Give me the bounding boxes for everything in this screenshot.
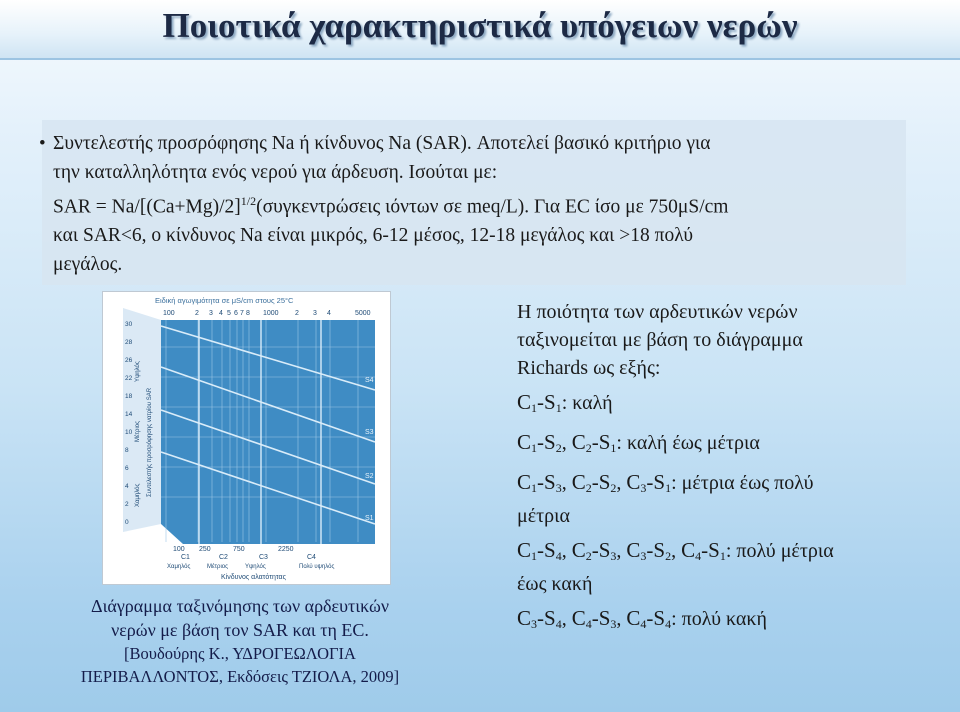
quality-class-lines	[517, 388, 937, 638]
bottom-tick-label: 100	[173, 546, 185, 553]
left-tick-label: 30	[125, 321, 133, 328]
bullet-line-1: Συντελεστής προσρόφησης Na ή κίνδυνος Na (SAR). Αποτελεί βασικό κριτήριο για	[53, 133, 711, 154]
class-code: $C_3-S_4$	[517, 606, 562, 631]
caption-line-2: νερών με βάση τον SAR και τη EC.	[111, 620, 369, 640]
left-tick-label: 26	[125, 357, 133, 364]
left-tick-label: 10	[125, 429, 133, 436]
class-code: $C_2-S_3$	[571, 538, 617, 563]
richards-diagram	[102, 291, 391, 585]
diagram-caption	[40, 594, 440, 688]
class-code: $C_2-S_2$	[571, 470, 617, 495]
bullet-line-4: και SAR<6, ο κίνδυνος Na είναι μικρός, 6-12 μέσος, 12-18 μεγάλος και >18 πολύ	[53, 225, 693, 246]
sodium-class-label: S2	[365, 473, 374, 480]
left-tick-label: 22	[125, 375, 133, 382]
left-tick-label: 0	[125, 519, 129, 526]
left-tick-label: 2	[125, 501, 129, 508]
diagram-bottom-axis-label: Κίνδυνος αλατότητας	[221, 574, 286, 581]
class-code: $C_3-S_1$	[626, 470, 672, 495]
quality-class-2: $C_1-S_2$, $C_2-S_1$: καλή έως μέτρια	[517, 430, 760, 455]
sar-exponent: 1/2	[240, 194, 257, 208]
class-description-cont: μέτρια	[517, 505, 570, 527]
caption-reference-2: ΠΕΡΙΒΑΛΛΟΝΤΟΣ, Εκδόσεις ΤΖΙΟΛΑ, 2009]	[80, 667, 400, 686]
bottom-tick-label: 2250	[278, 546, 294, 553]
diagram-vertical-axis-label: Συντελεστής προσρόφησης νατρίου SAR	[147, 387, 153, 497]
diagram-top-label: Ειδική αγωγιμότητα σε μS/cm στους 25°C	[155, 296, 294, 305]
left-tick-label: 28	[125, 339, 133, 346]
sodium-class-label: S3	[365, 429, 374, 436]
class-code: $C_1-S_1$	[517, 390, 562, 415]
top-tick-label: 3	[313, 310, 317, 317]
class-code: $C_4-S_4$	[626, 606, 672, 631]
quality-intro-2: ταξινομείται με βάση το διάγραμμα	[517, 329, 803, 351]
left-zone-label: Μέτριος	[135, 420, 141, 442]
top-tick-label: 100	[163, 310, 175, 317]
top-tick-label: 4	[219, 310, 223, 317]
class-code: $C_3-S_2$	[626, 538, 672, 563]
quality-class-1	[517, 388, 937, 422]
sodium-class-label: S1	[365, 515, 374, 522]
class-description: : καλή	[561, 392, 613, 414]
left-tick-label: 6	[125, 465, 129, 472]
class-code: $C_4-S_3$	[571, 606, 617, 631]
top-tick-label: 5000	[355, 310, 371, 317]
top-tick-label: 2	[195, 310, 199, 317]
bullet-line-5: μεγάλος.	[53, 253, 123, 275]
left-tick-label: 14	[125, 411, 133, 418]
top-tick-label: 5	[227, 310, 231, 317]
sar-formula-rest: (συγκεντρώσεις ιόντων σε meq/L). Για EC ίσο με 750μS/cm	[256, 196, 729, 218]
top-tick-label: 7	[240, 310, 244, 317]
bottom-tick-label: 750	[233, 546, 245, 553]
top-tick-label: 1000	[263, 310, 279, 317]
class-description-cont: έως κακή	[517, 573, 593, 595]
caption-reference-1: [Βουδούρης Κ., ΥΔΡΟΓΕΩΛΟΓΙΑ	[124, 644, 356, 663]
quality-intro-3: Richards ως εξής:	[517, 357, 661, 379]
caption-line-1: Διάγραμμα ταξινόμησης των αρδευτικών	[91, 596, 389, 616]
top-tick-label: 2	[295, 310, 299, 317]
class-description: : πολύ μέτρια	[725, 540, 834, 562]
diagram-plot-area	[161, 320, 375, 544]
bullet-dot-icon: •	[39, 133, 46, 154]
left-tick-label: 4	[125, 483, 129, 490]
class-code: $C_1-S_2$	[517, 430, 562, 455]
left-tick-label: 18	[125, 393, 133, 400]
salinity-class-label: C1	[181, 554, 190, 561]
top-tick-label: 3	[209, 310, 213, 317]
bullet-line-3	[53, 187, 903, 222]
quality-intro-1: Η ποιότητα των αρδευτικών νερών	[517, 301, 798, 323]
salinity-zone-label: Χαμηλός	[167, 564, 191, 570]
class-description: : πολύ κακή	[671, 608, 767, 630]
salinity-class-label: C3	[259, 554, 268, 561]
quality-class-4: $C_1-S_4$, $C_2-S_3$, $C_3-S_2$, $C_4-S_1$: πολύ μέτρια έως κακή	[517, 536, 937, 598]
class-code: $C_2-S_1$	[571, 430, 617, 455]
quality-class-5: $C_3-S_4$, $C_4-S_3$, $C_4-S_4$: πολύ κακή	[517, 606, 767, 631]
slide-title: Ποιοτικά χαρακτηριστικά υπόγειων νερών	[162, 6, 798, 45]
class-description: : καλή έως μέτρια	[616, 432, 760, 454]
salinity-zone-label: Μέτριος	[207, 564, 229, 570]
salinity-zone-label: Υψηλός	[245, 564, 266, 570]
quality-class-3: $C_1-S_3$, $C_2-S_2$, $C_3-S_1$: μέτρια έως πολύ μέτρια	[517, 468, 937, 530]
left-zone-label: Χαμηλός	[135, 483, 141, 507]
class-description: : μέτρια έως πολύ	[671, 472, 814, 494]
bottom-tick-label: 250	[199, 546, 211, 553]
class-code: $C_1-S_4$	[517, 538, 562, 563]
top-tick-label: 8	[246, 310, 250, 317]
bullet-line-2: την καταλληλότητα ενός νερού για άρδευση. Ισούται με:	[53, 161, 498, 183]
sodium-class-label: S4	[365, 377, 374, 384]
top-tick-label: 6	[234, 310, 238, 317]
salinity-zone-label: Πολύ υψηλός	[299, 564, 335, 570]
richards-diagram-svg	[103, 292, 390, 584]
bullet-paragraph	[39, 130, 903, 279]
sar-formula: SAR = Na/[(Ca+Mg)/2]	[53, 196, 241, 218]
left-zone-label: Υψηλός	[135, 361, 141, 382]
class-code: $C_1-S_3$	[517, 470, 562, 495]
left-tick-label: 8	[125, 447, 129, 454]
quality-classification	[517, 298, 937, 638]
salinity-class-label: C4	[307, 554, 316, 561]
salinity-class-label: C2	[219, 554, 228, 561]
class-code: $C_4-S_1$	[681, 538, 726, 563]
top-tick-label: 4	[327, 310, 331, 317]
